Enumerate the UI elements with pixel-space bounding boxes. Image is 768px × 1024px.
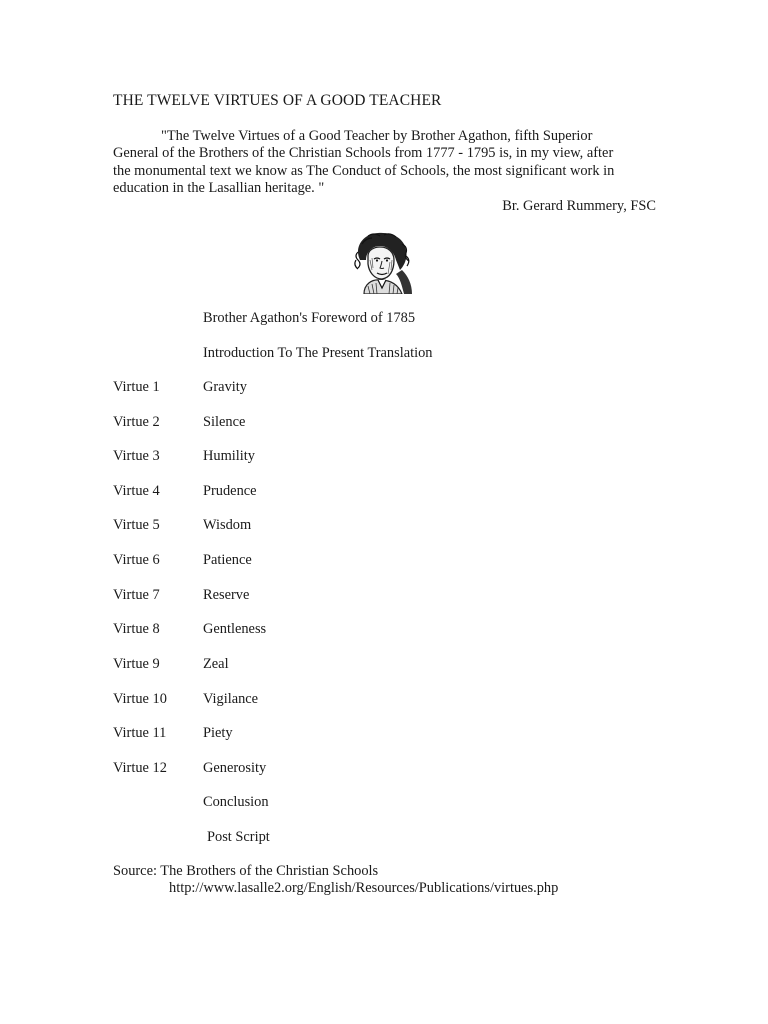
quote-attribution: Br. Gerard Rummery, FSC: [502, 198, 656, 214]
toc-label: Conclusion: [203, 794, 269, 810]
source-line: Source: The Brothers of the Christian Schools: [113, 863, 379, 879]
document-title: THE TWELVE VIRTUES OF A GOOD TEACHER: [113, 92, 442, 109]
virtue-number: Virtue 11: [113, 725, 167, 741]
virtue-number: Virtue 7: [113, 587, 160, 603]
virtue-number: Virtue 6: [113, 552, 160, 568]
quote-line: General of the Brothers of the Christian Schools from 1777 - 1795 is, in my view, after: [113, 145, 614, 162]
virtue-number: Virtue 8: [113, 621, 160, 637]
toc-label: Introduction To The Present Translation: [203, 345, 433, 361]
virtue-name: Humility: [203, 448, 255, 464]
virtue-name: Gentleness: [203, 621, 267, 637]
virtue-number: Virtue 5: [113, 517, 160, 533]
intro-quote: [113, 128, 658, 197]
virtue-number: Virtue 12: [113, 760, 167, 776]
virtue-name: Generosity: [203, 760, 267, 776]
virtue-number: Virtue 4: [113, 483, 160, 499]
toc-label: Post Script: [207, 829, 270, 845]
quote-line: the monumental text we know as The Conduct of Schools, the most significant work in: [113, 162, 615, 179]
virtue-name: Gravity: [203, 379, 247, 395]
virtue-number: Virtue 9: [113, 656, 160, 672]
source-citation: [113, 863, 558, 898]
quote-line: "The Twelve Virtues of a Good Teacher by Brother Agathon, fifth Superior: [161, 128, 593, 144]
virtue-name: Patience: [203, 552, 252, 568]
brother-agathon-portrait-icon: [346, 230, 420, 294]
virtue-number: Virtue 1: [113, 379, 160, 395]
virtue-name: Zeal: [203, 656, 229, 672]
virtue-number: Virtue 2: [113, 414, 160, 430]
virtue-name: Reserve: [203, 587, 250, 603]
virtue-name: Prudence: [203, 483, 257, 499]
virtue-name: Silence: [203, 414, 246, 430]
quote-line: education in the Lasallian heritage. ": [113, 179, 325, 196]
virtue-name: Vigilance: [203, 691, 259, 707]
virtue-name: Wisdom: [203, 517, 252, 533]
virtue-number: Virtue 3: [113, 448, 160, 464]
virtue-number: Virtue 10: [113, 691, 167, 707]
source-url: http://www.lasalle2.org/English/Resources/Publications/virtues.php: [169, 880, 559, 897]
virtue-name: Piety: [203, 725, 233, 741]
toc-label: Brother Agathon's Foreword of 1785: [203, 310, 416, 326]
